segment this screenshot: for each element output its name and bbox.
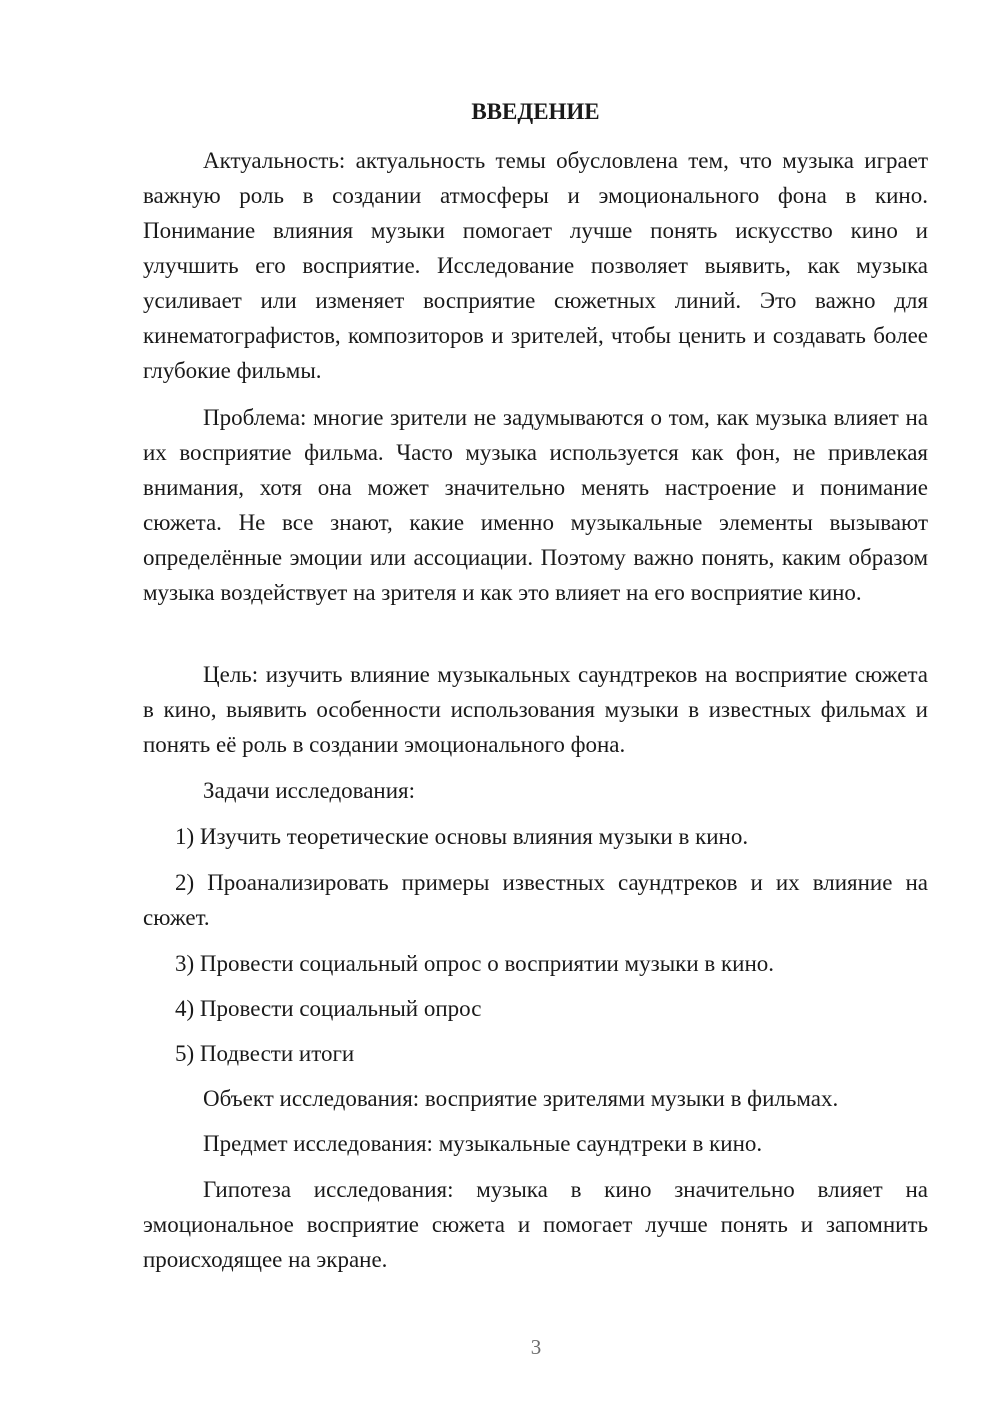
task-item-1: 1) Изучить теоретические основы влияния музыки в кино. [175, 824, 749, 849]
paragraph-goal: Цель: изучить влияние музыкальных саундтреков на восприятие сюжета в кино, выявить особенности использования музыки в известных фильмах и понять её роль в создании эмоционального фона. [143, 662, 928, 757]
page-number: 3 [530, 1335, 542, 1359]
paragraph-hypothesis: Гипотеза исследования: музыка в кино значительно влияет на эмоциональное восприятие сюжета и помогает лучше понять и запомнить происходящее на экране. [143, 1177, 928, 1272]
paragraph-subject: Предмет исследования: музыкальные саундтреки в кино. [203, 1131, 763, 1156]
paragraph-relevance: Актуальность: актуальность темы обусловлена тем, что музыка играет важную роль в создании атмосферы и эмоционального фона в кино. Понимание влияния музыки помогает лучше понять искусство кино и улучшить его восприятие. Исследование позволяет выявить, как музыка усиливает или изменяет восприятие сюжетных линий. Это важно для кинематографистов, композиторов и зрителей, чтобы ценить и создавать более глубокие фильмы. [143, 148, 928, 383]
paragraph-problem: Проблема: многие зрители не задумываются о том, как музыка влияет на их восприятие фильма. Часто музыка используется как фон, не привлекая внимания, хотя она может значительно менять настроение и понимание сюжета. Не все знают, какие именно музыкальные элементы вызывают определённые эмоции или ассоциации. Поэтому важно понять, каким образом музыка воздействует на зрителя и как это влияет на его восприятие кино. [143, 405, 928, 605]
paragraph-tasks-heading: Задачи исследования: [203, 778, 416, 803]
task-item-4: 4) Провести социальный опрос [175, 996, 482, 1021]
paragraph-object: Объект исследования: восприятие зрителями музыки в фильмах. [203, 1086, 839, 1111]
page-title: ВВЕДЕНИЕ [471, 99, 600, 124]
task-item-2: 2) Проанализировать примеры известных саундтреков и их влияние на сюжет. [143, 870, 928, 930]
task-item-5: 5) Подвести итоги [175, 1041, 355, 1066]
task-item-3: 3) Провести социальный опрос о восприятии музыки в кино. [175, 951, 775, 976]
